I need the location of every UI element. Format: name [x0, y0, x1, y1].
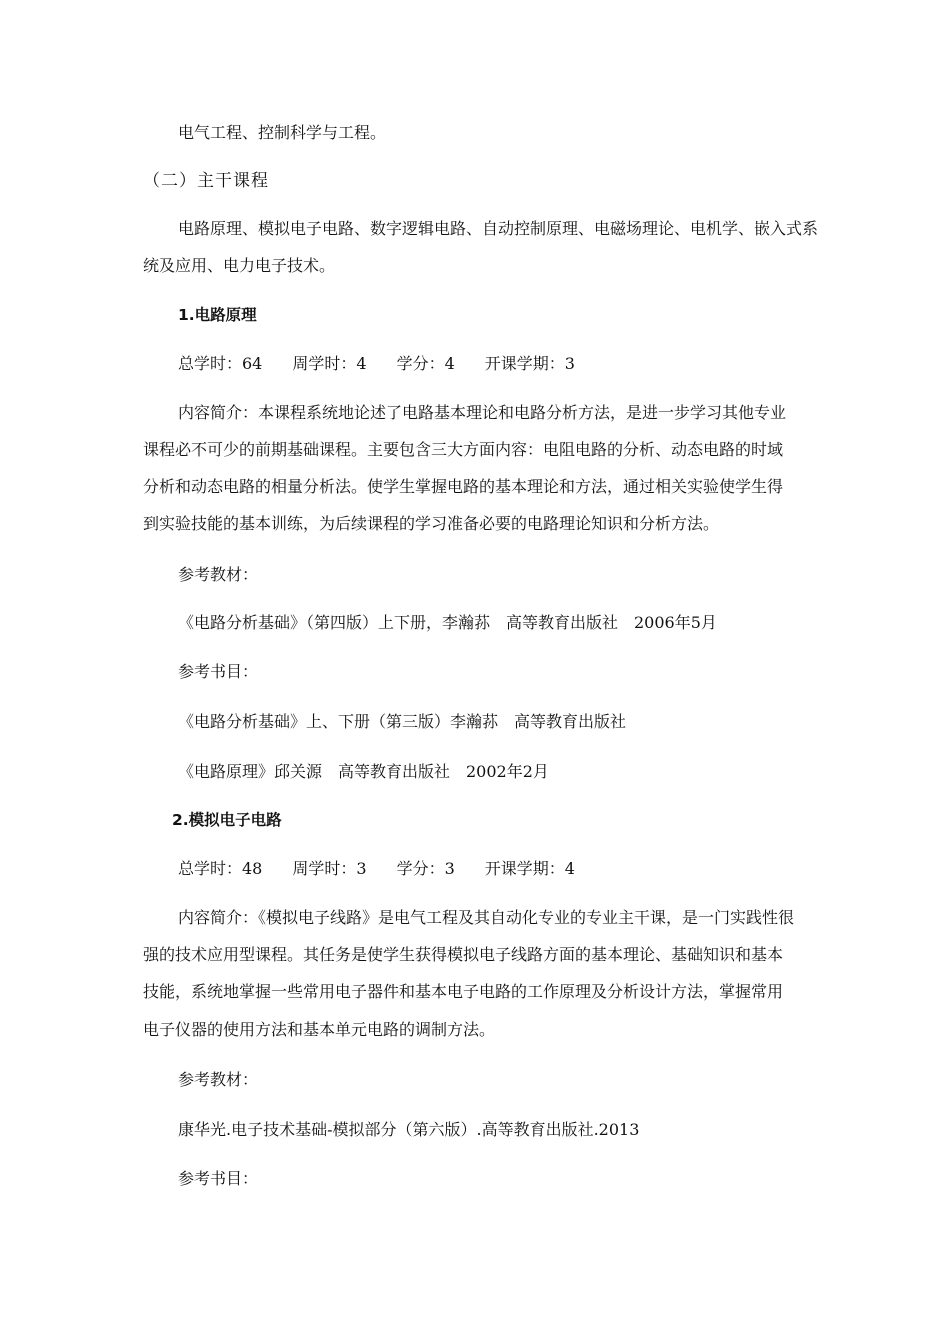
paragraph-line: 课程必不可少的前期基础课程。主要包含三大方面内容：电阻电路的分析、动态电路的时域: [143, 440, 784, 459]
weekly-hours: 周学时：3: [292, 859, 367, 878]
course-hours-row: [178, 859, 575, 879]
reference-item: 《电路原理》邱关源 高等教育出版社 2002年2月: [178, 762, 549, 781]
paragraph-line: 技能，系统地掌握一些常用电子器件和基本电子电路的工作原理及分析设计方法，掌握常用: [143, 982, 784, 1001]
paragraph-line: 到实验技能的基本训练，为后续课程的学习准备必要的电路理论知识和分析方法。: [143, 514, 720, 533]
reference-item: 康华光.电子技术基础-模拟部分（第六版）.高等教育出版社.2013: [178, 1120, 640, 1139]
label-textbook: 参考教材：: [178, 565, 259, 584]
paragraph-line: 电路原理、模拟电子电路、数字逻辑电路、自动控制原理、电磁场理论、电机学、嵌入式系: [178, 219, 819, 238]
label-references: 参考书目：: [178, 1169, 259, 1188]
total-hours: 总学时：64: [178, 354, 263, 373]
section-heading: （二）主干课程: [143, 171, 269, 191]
total-hours: 总学时：48: [178, 859, 263, 878]
paragraph-line: 分析和动态电路的相量分析法。使学生掌握电路的基本理论和方法，通过相关实验使学生得: [143, 477, 784, 496]
semester: 开课学期：3: [484, 354, 575, 373]
semester: 开课学期：4: [484, 859, 575, 878]
reference-item: 《电路分析基础》上、下册（第三版）李瀚荪 高等教育出版社: [178, 712, 627, 731]
paragraph-line: 统及应用、电力电子技术。: [143, 256, 336, 275]
credits: 学分：4: [396, 354, 455, 373]
paragraph-line: 内容简介：本课程系统地论述了电路基本理论和电路分析方法，是进一步学习其他专业: [178, 403, 787, 422]
paragraph-line: 内容简介：《模拟电子线路》是电气工程及其自动化专业的专业主干课，是一门实践性很: [178, 908, 795, 927]
paragraph-line: 强的技术应用型课程。其任务是使学生获得模拟电子线路方面的基本理论、基础知识和基本: [143, 945, 784, 964]
reference-item: 《电路分析基础》（第四版）上下册，李瀚荪 高等教育出版社 2006年5月: [178, 613, 717, 632]
course-heading: 1.电路原理: [178, 306, 257, 324]
label-textbook: 参考教材：: [178, 1070, 259, 1089]
label-references: 参考书目：: [178, 662, 259, 681]
paragraph-line: 电子仪器的使用方法和基本单元电路的调制方法。: [143, 1020, 496, 1039]
credits: 学分：3: [396, 859, 455, 878]
weekly-hours: 周学时：4: [292, 354, 367, 373]
course-heading: 2.模拟电子电路: [172, 811, 282, 829]
course-hours-row: [178, 354, 575, 374]
paragraph-line: 电气工程、控制科学与工程。: [178, 123, 387, 142]
